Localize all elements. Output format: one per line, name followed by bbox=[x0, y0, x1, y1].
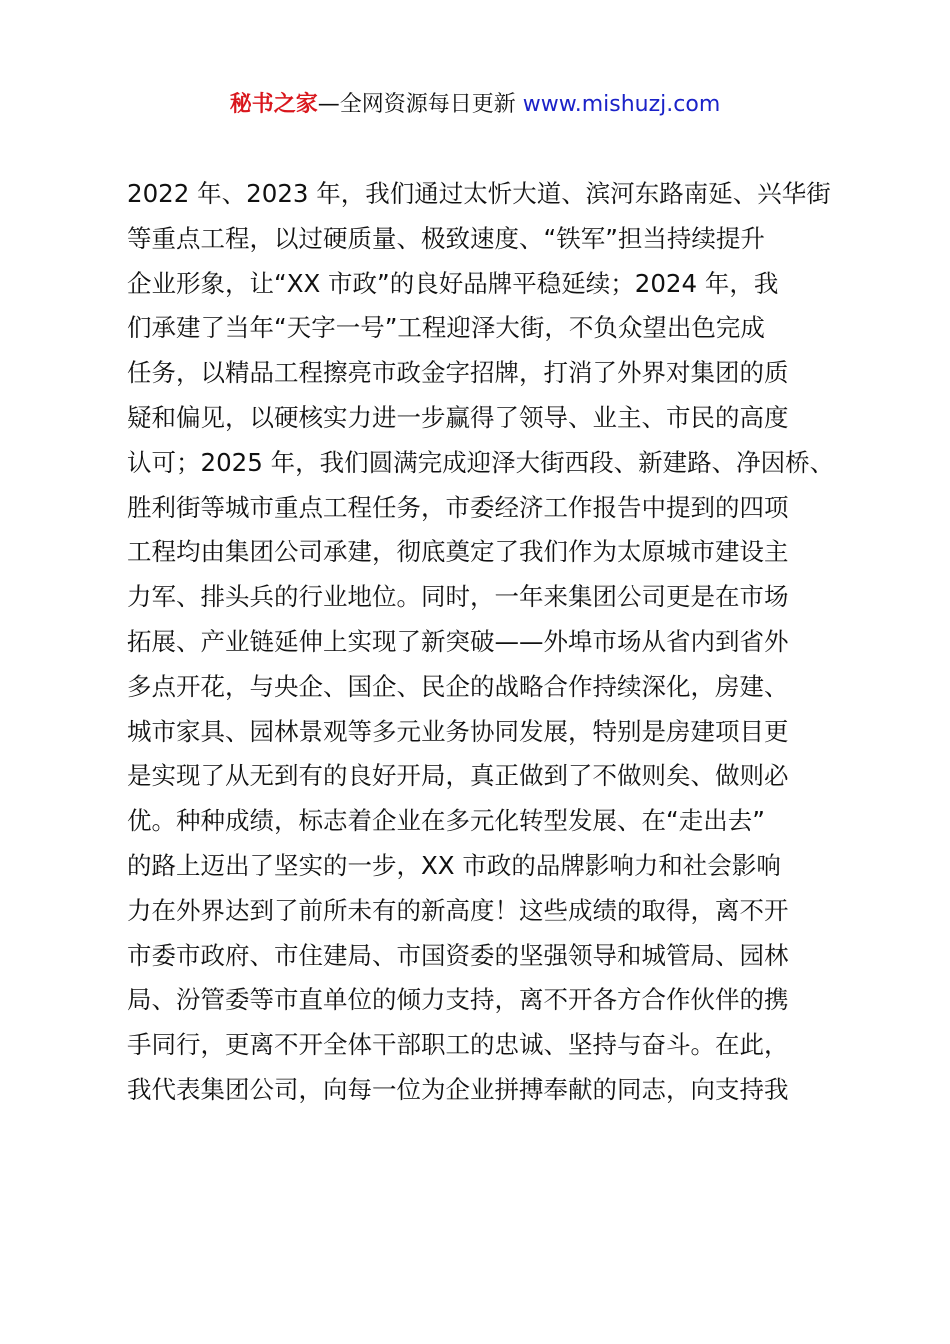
text-line: 任务，以精品工程擦亮市政金字招牌，打消了外界对集团的质 bbox=[127, 358, 789, 388]
text-line: 我代表集团公司，向每一位为企业拼搏奉献的同志，向支持我 bbox=[127, 1074, 789, 1104]
text-line: 拓展、产业链延伸上实现了新突破——外埠市场从省内到省外 bbox=[127, 626, 789, 656]
text-line: 的路上迈出了坚实的一步，XX 市政的品牌影响力和社会影响 bbox=[127, 850, 781, 880]
text-line: 2022 年、2023 年，我们通过太忻大道、滨河东路南延、兴华街 bbox=[127, 179, 831, 208]
text-line: 企业形象，让“XX 市政”的良好品牌平稳延续；2024 年，我 bbox=[127, 268, 779, 298]
body-paragraph bbox=[127, 172, 847, 1113]
text-line: 认可；2025 年，我们圆满完成迎泽大街西段、新建路、净因桥、 bbox=[127, 447, 835, 477]
header-slogan: —全网资源每日更新 bbox=[317, 92, 523, 117]
text-line: 疑和偏见，以硬核实力进一步赢得了领导、业主、市民的高度 bbox=[127, 402, 789, 432]
text-line: 市委市政府、市住建局、市国资委的坚强领导和城管局、园林 bbox=[127, 940, 789, 970]
page-header bbox=[0, 88, 950, 122]
website-link[interactable]: www.mishuzj.com bbox=[522, 92, 721, 117]
text-line: 多点开花，与央企、国企、民企的战略合作持续深化，房建、 bbox=[127, 671, 789, 701]
text-line: 工程均由集团公司承建，彻底奠定了我们作为太原城市建设主 bbox=[127, 537, 789, 567]
text-line: 等重点工程，以过硬质量、极致速度、“铁军”担当持续提升 bbox=[127, 223, 765, 253]
text-line: 手同行，更离不开全体干部职工的忠诚、坚持与奋斗。在此， bbox=[127, 1030, 789, 1060]
text-line: 优。种种成绩，标志着企业在多元化转型发展、在“走出去” bbox=[127, 806, 765, 836]
text-line: 们承建了当年“天字一号”工程迎泽大街，不负众望出色完成 bbox=[127, 313, 765, 343]
text-line: 局、汾管委等市直单位的倾力支持，离不开各方合作伙伴的携 bbox=[127, 985, 789, 1015]
text-line: 胜利街等城市重点工程任务，市委经济工作报告中提到的四项 bbox=[127, 492, 789, 522]
text-line: 是实现了从无到有的良好开局，真正做到了不做则矣、做则必 bbox=[127, 761, 789, 791]
brand-name: 秘书之家 bbox=[229, 92, 318, 117]
text-line: 城市家具、园林景观等多元业务协同发展，特别是房建项目更 bbox=[127, 716, 789, 746]
text-line: 力在外界达到了前所未有的新高度！这些成绩的取得，离不开 bbox=[127, 895, 789, 925]
text-line: 力军、排头兵的行业地位。同时，一年来集团公司更是在市场 bbox=[127, 582, 789, 612]
